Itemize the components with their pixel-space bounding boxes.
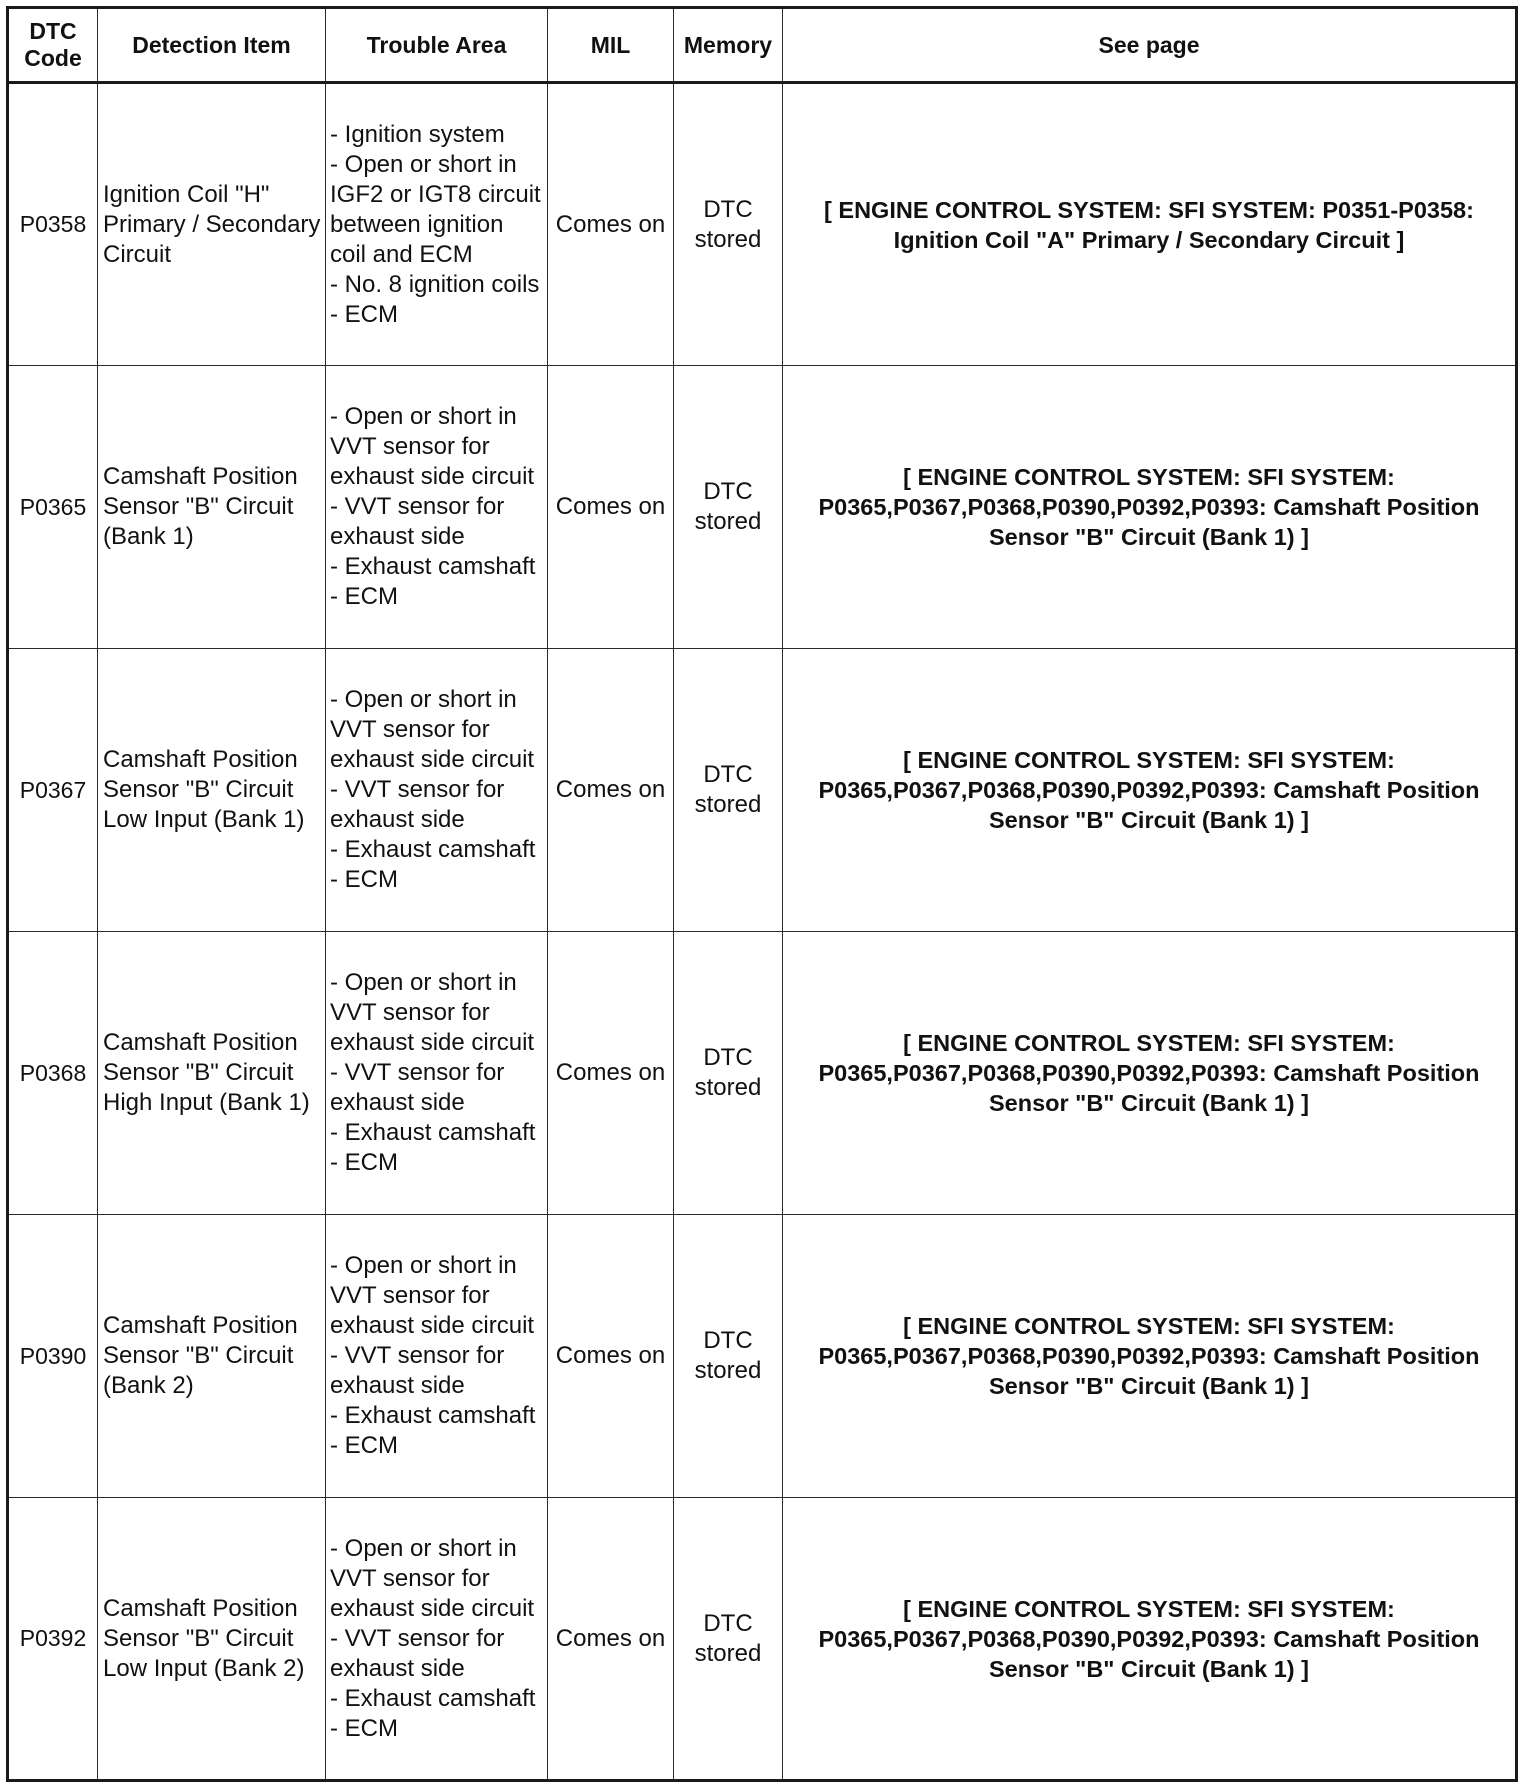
see-page-cell: [ ENGINE CONTROL SYSTEM: SFI SYSTEM: P0365,P0367,P0368,P0390,P0392,P0393: Camshaft Position Sensor "B" Circuit (Bank 1) ] [783, 1498, 1517, 1781]
trouble-area-line: - VVT sensor for exhaust side [330, 776, 505, 833]
dtc-code-cell: P0365 [8, 366, 98, 649]
table-row [8, 932, 1517, 1215]
mil-cell: Comes on [548, 1498, 674, 1781]
trouble-area-cell [326, 83, 548, 366]
trouble-area-line: - Ignition system [330, 120, 505, 148]
trouble-area-line: - Open or short in IGF2 or IGT8 circuit between ignition coil and ECM [330, 150, 541, 268]
memory-cell: DTC stored [674, 83, 783, 366]
header-row [8, 8, 1517, 83]
trouble-area-line: - Open or short in VVT sensor for exhaust side circuit [330, 403, 535, 490]
trouble-area-line: - VVT sensor for exhaust side [330, 493, 505, 550]
header-trouble-area: Trouble Area [326, 8, 548, 83]
detection-item-cell: Camshaft Position Sensor "B" Circuit (Bank 1) [98, 366, 326, 649]
mil-cell: Comes on [548, 1215, 674, 1498]
table-row [8, 1498, 1517, 1781]
trouble-area-cell [326, 1215, 548, 1498]
trouble-area-line: - Open or short in VVT sensor for exhaust side circuit [330, 1252, 535, 1339]
detection-item-cell: Camshaft Position Sensor "B" Circuit (Bank 2) [98, 1215, 326, 1498]
mil-cell: Comes on [548, 649, 674, 932]
table-row [8, 83, 1517, 366]
header-see-page: See page [783, 8, 1517, 83]
memory-cell: DTC stored [674, 1498, 783, 1781]
mil-cell: Comes on [548, 366, 674, 649]
detection-item-cell: Ignition Coil "H" Primary / Secondary Circuit [98, 83, 326, 366]
memory-cell: DTC stored [674, 649, 783, 932]
trouble-area-line: - ECM [330, 1432, 398, 1459]
table-row [8, 366, 1517, 649]
trouble-area-line: - VVT sensor for exhaust side [330, 1624, 505, 1682]
trouble-area-line: - Open or short in VVT sensor for exhaust side circuit [330, 969, 535, 1056]
memory-cell: DTC stored [674, 366, 783, 649]
header-dtc-code: DTC Code [8, 8, 98, 83]
trouble-area-line: - Exhaust camshaft [330, 836, 536, 863]
trouble-area-line: - VVT sensor for exhaust side [330, 1342, 505, 1399]
memory-cell: DTC stored [674, 932, 783, 1215]
trouble-area-cell [326, 932, 548, 1215]
see-page-cell: [ ENGINE CONTROL SYSTEM: SFI SYSTEM: P0365,P0367,P0368,P0390,P0392,P0393: Camshaft Position Sensor "B" Circuit (Bank 1) ] [783, 1215, 1517, 1498]
detection-item-cell: Camshaft Position Sensor "B" Circuit Low Input (Bank 2) [98, 1498, 326, 1781]
header-detection-item: Detection Item [98, 8, 326, 83]
trouble-area-line: - Open or short in VVT sensor for exhaust side circuit [330, 1534, 535, 1622]
dtc-code-cell: P0390 [8, 1215, 98, 1498]
dtc-code-cell: P0392 [8, 1498, 98, 1781]
trouble-area-line: - ECM [330, 1714, 398, 1742]
memory-cell: DTC stored [674, 1215, 783, 1498]
trouble-area-line: - No. 8 ignition coils [330, 270, 540, 298]
trouble-area-line: - Open or short in VVT sensor for exhaust side circuit [330, 686, 535, 773]
see-page-cell: [ ENGINE CONTROL SYSTEM: SFI SYSTEM: P0365,P0367,P0368,P0390,P0392,P0393: Camshaft Position Sensor "B" Circuit (Bank 1) ] [783, 932, 1517, 1215]
trouble-area-cell [326, 649, 548, 932]
trouble-area-cell [326, 1498, 548, 1781]
trouble-area-cell [326, 366, 548, 649]
table-header [8, 8, 1517, 83]
trouble-area-line: - Exhaust camshaft [330, 553, 536, 580]
dtc-code-cell: P0358 [8, 83, 98, 366]
trouble-area-line: - VVT sensor for exhaust side [330, 1059, 505, 1116]
trouble-area-line: - ECM [330, 1149, 398, 1176]
trouble-area-line: - Exhaust camshaft [330, 1119, 536, 1146]
mil-cell: Comes on [548, 83, 674, 366]
table-row [8, 649, 1517, 932]
table-row [8, 1215, 1517, 1498]
dtc-table [6, 6, 1518, 1782]
header-memory: Memory [674, 8, 783, 83]
trouble-area-line: - ECM [330, 300, 398, 328]
dtc-code-cell: P0368 [8, 932, 98, 1215]
see-page-cell: [ ENGINE CONTROL SYSTEM: SFI SYSTEM: P0365,P0367,P0368,P0390,P0392,P0393: Camshaft Position Sensor "B" Circuit (Bank 1) ] [783, 366, 1517, 649]
see-page-cell: [ ENGINE CONTROL SYSTEM: SFI SYSTEM: P0365,P0367,P0368,P0390,P0392,P0393: Camshaft Position Sensor "B" Circuit (Bank 1) ] [783, 649, 1517, 932]
table-body [8, 83, 1517, 1781]
detection-item-cell: Camshaft Position Sensor "B" Circuit Low Input (Bank 1) [98, 649, 326, 932]
trouble-area-line: - Exhaust camshaft [330, 1402, 536, 1429]
detection-item-cell: Camshaft Position Sensor "B" Circuit High Input (Bank 1) [98, 932, 326, 1215]
see-page-cell: [ ENGINE CONTROL SYSTEM: SFI SYSTEM: P0351-P0358: Ignition Coil "A" Primary / Secondary Circuit ] [783, 83, 1517, 366]
mil-cell: Comes on [548, 932, 674, 1215]
trouble-area-line: - ECM [330, 866, 398, 893]
trouble-area-line: - Exhaust camshaft [330, 1684, 536, 1712]
header-mil: MIL [548, 8, 674, 83]
trouble-area-line: - ECM [330, 583, 398, 610]
dtc-code-cell: P0367 [8, 649, 98, 932]
